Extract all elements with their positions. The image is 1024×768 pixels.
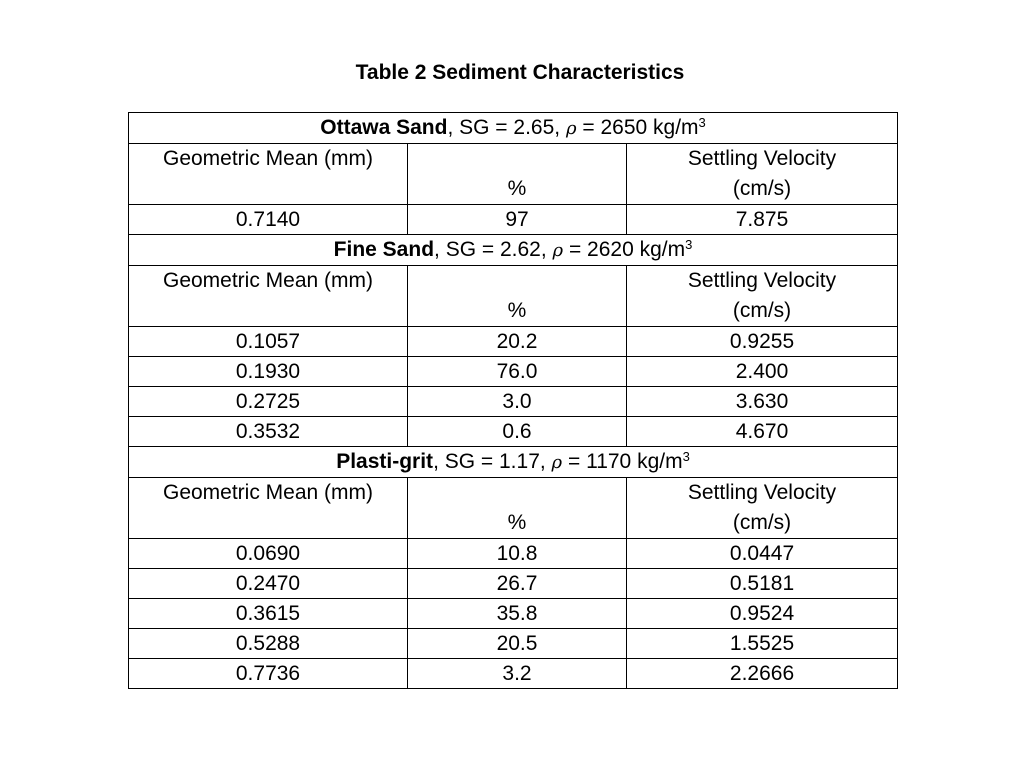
- percent-header: %: [408, 478, 627, 539]
- percent-header: %: [408, 266, 627, 327]
- table-row: [129, 387, 898, 417]
- section-header: [129, 447, 898, 478]
- settling-velocity-header-line1: Settling Velocity: [687, 269, 837, 292]
- table-row: [129, 659, 898, 689]
- settling-velocity-cell: 3.630: [627, 387, 898, 417]
- settling-velocity-header: [627, 266, 898, 327]
- table-title: Table 2 Sediment Characteristics: [355, 61, 685, 84]
- geometric-mean-cell: 0.1057: [129, 327, 408, 357]
- section-header: [129, 235, 898, 266]
- table-row: [129, 327, 898, 357]
- section-props-prefix: , SG = 2.65,: [447, 116, 566, 139]
- geometric-mean-cell: 0.7736: [129, 659, 408, 689]
- table-row: [129, 569, 898, 599]
- percent-header: %: [408, 144, 627, 205]
- percent-cell: 20.5: [408, 629, 627, 659]
- section-header-row: [129, 235, 898, 266]
- unit-exponent: 3: [698, 115, 706, 130]
- rho-symbol: ρ: [551, 452, 563, 473]
- geometric-mean-cell: 0.3615: [129, 599, 408, 629]
- settling-velocity-cell: 1.5525: [627, 629, 898, 659]
- unit-exponent: 3: [685, 237, 693, 252]
- settling-velocity-cell: 7.875: [627, 205, 898, 235]
- rho-symbol: ρ: [565, 118, 577, 139]
- geometric-mean-header: Geometric Mean (mm): [129, 144, 408, 205]
- unit-exponent: 3: [682, 449, 690, 464]
- geometric-mean-cell: 0.1930: [129, 357, 408, 387]
- settling-velocity-header-line1: Settling Velocity: [687, 147, 837, 170]
- geometric-mean-cell: 0.2725: [129, 387, 408, 417]
- percent-cell: 35.8: [408, 599, 627, 629]
- settling-velocity-cell: 0.9255: [627, 327, 898, 357]
- column-header-row: [129, 144, 898, 205]
- settling-velocity-cell: 4.670: [627, 417, 898, 447]
- percent-cell: 3.2: [408, 659, 627, 689]
- settling-velocity-header: [627, 144, 898, 205]
- geometric-mean-cell: 0.2470: [129, 569, 408, 599]
- table-row: [129, 205, 898, 235]
- section-props-suffix: = 1170 kg/m: [562, 450, 683, 473]
- section-props-prefix: , SG = 1.17,: [433, 450, 552, 473]
- settling-velocity-cell: 2.400: [627, 357, 898, 387]
- section-props-suffix: = 2650 kg/m: [576, 116, 699, 139]
- percent-cell: 26.7: [408, 569, 627, 599]
- section-props-suffix: = 2620 kg/m: [563, 238, 686, 261]
- settling-velocity-header: [627, 478, 898, 539]
- percent-cell: 10.8: [408, 539, 627, 569]
- table-row: [129, 599, 898, 629]
- settling-velocity-header-line2: (cm/s): [732, 299, 792, 322]
- geometric-mean-cell: 0.0690: [129, 539, 408, 569]
- section-props-prefix: , SG = 2.62,: [434, 238, 553, 261]
- geometric-mean-cell: 0.7140: [129, 205, 408, 235]
- section-header-row: [129, 113, 898, 144]
- table-body: [129, 113, 898, 689]
- section-header-row: [129, 447, 898, 478]
- settling-velocity-cell: 0.0447: [627, 539, 898, 569]
- section-name: Plasti-grit: [336, 450, 434, 473]
- settling-velocity-header-line2: (cm/s): [732, 511, 792, 534]
- percent-cell: 20.2: [408, 327, 627, 357]
- table-row: [129, 417, 898, 447]
- settling-velocity-cell: 0.9524: [627, 599, 898, 629]
- percent-cell: 76.0: [408, 357, 627, 387]
- geometric-mean-cell: 0.3532: [129, 417, 408, 447]
- column-header-row: [129, 266, 898, 327]
- section-name: Ottawa Sand: [320, 116, 448, 139]
- percent-cell: 97: [408, 205, 627, 235]
- geometric-mean-cell: 0.5288: [129, 629, 408, 659]
- percent-cell: 3.0: [408, 387, 627, 417]
- section-header: [129, 113, 898, 144]
- rho-symbol: ρ: [552, 240, 564, 261]
- settling-velocity-cell: 0.5181: [627, 569, 898, 599]
- table-row: [129, 629, 898, 659]
- settling-velocity-header-line1: Settling Velocity: [687, 481, 837, 504]
- geometric-mean-header: Geometric Mean (mm): [129, 478, 408, 539]
- section-name: Fine Sand: [333, 238, 435, 261]
- table-row: [129, 539, 898, 569]
- settling-velocity-header-line2: (cm/s): [732, 177, 792, 200]
- percent-cell: 0.6: [408, 417, 627, 447]
- geometric-mean-header: Geometric Mean (mm): [129, 266, 408, 327]
- sediment-characteristics-table: [128, 112, 898, 689]
- table-row: [129, 357, 898, 387]
- column-header-row: [129, 478, 898, 539]
- settling-velocity-cell: 2.2666: [627, 659, 898, 689]
